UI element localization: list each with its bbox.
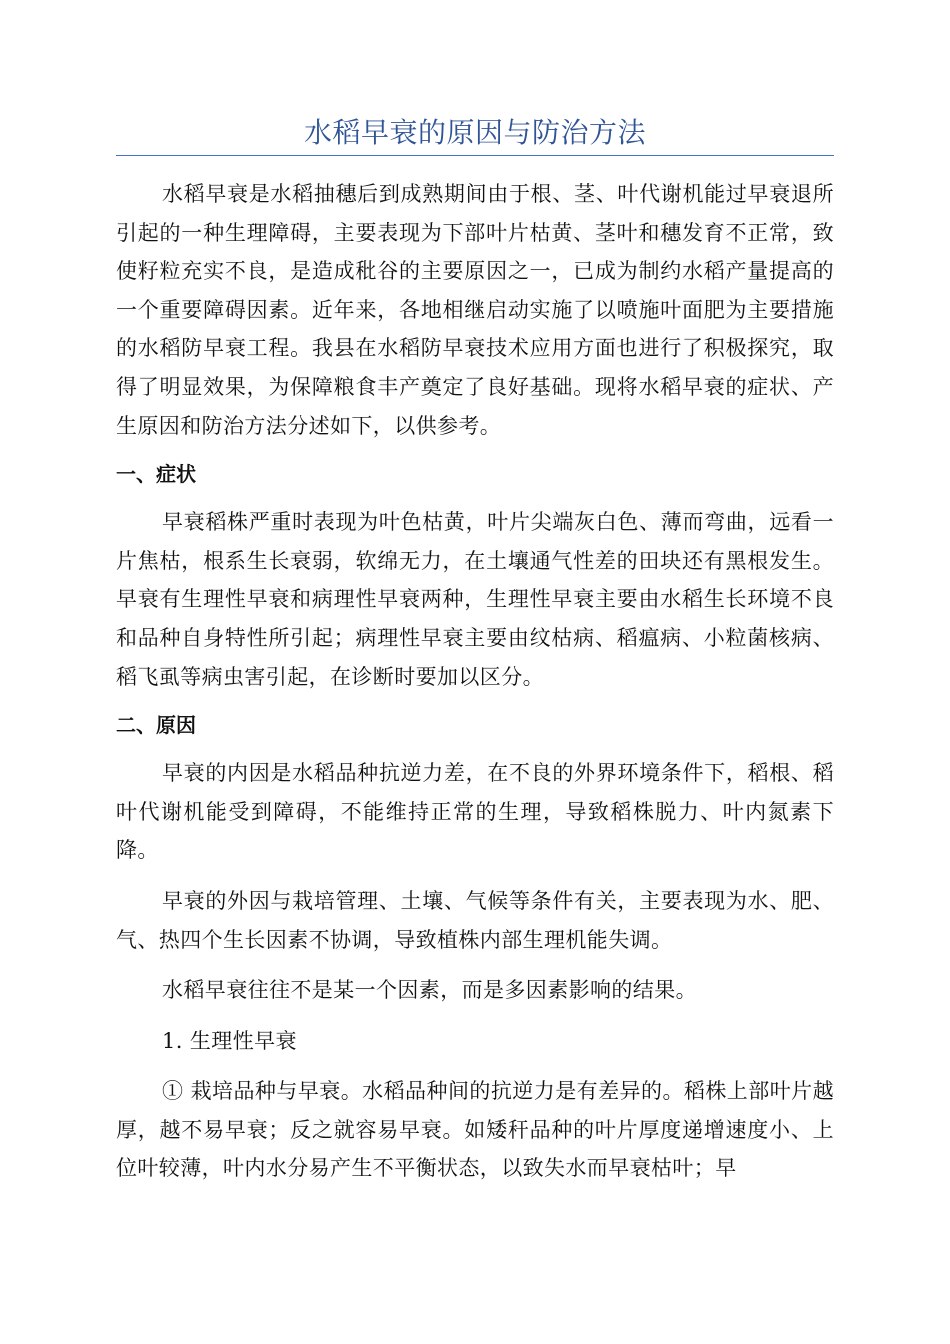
intro-paragraph: 水稻早衰是水稻抽穗后到成熟期间由于根、茎、叶代谢机能过早衰退所引起的一种生理障碍，主要表现为下部叶片枯黄、茎叶和穗发育不正常，致使籽粒充实不良，是造成秕谷的主要原因之一，已成为制约水稻产量提高的一个重要障碍因素。近年来，各地相继启动实施了以喷施叶面肥为主要措施的水稻防早衰工程。我县在水稻防早衰技术应用方面也进行了积极探究，取得了明显效果，为保障粮食丰产奠定了良好基础。现将水稻早衰的症状、产生原因和防治方法分述如下，以供参考。 [116, 182, 834, 438]
symptoms-paragraph: 早衰稻株严重时表现为叶色枯黄，叶片尖端灰白色、薄而弯曲，远看一片焦枯，根系生长衰弱，软绵无力，在土壤通气性差的田块还有黑根发生。早衰有生理性早衰和病理性早衰两种，生理性早衰主要由水稻生长环境不良和品种自身特性所引起；病理性早衰主要由纹枯病、稻瘟病、小粒菌核病、稻飞虱等病虫害引起，在诊断时要加以区分。 [116, 510, 834, 689]
title-underline [116, 155, 834, 156]
section-heading-causes: 二、原因 [116, 713, 196, 738]
causes-paragraph-multifactor: 水稻早衰往往不是某一个因素，而是多因素影响的结果。 [162, 978, 697, 1003]
causes-paragraph-external: 早衰的外因与栽培管理、土壤、气候等条件有关，主要表现为水、肥、气、热四个生长因素不协调，导致植株内部生理机能失调。 [116, 888, 834, 952]
document-body [116, 175, 834, 1188]
item-paragraph-variety: ① 栽培品种与早衰。水稻品种间的抗逆力是有差异的。稻株上部叶片越厚，越不易早衰；反之就容易早衰。如矮秆品种的叶片厚度递增速度小、上位叶较薄，叶内水分易产生不平衡状态，以致失水而早衰枯叶；早 [116, 1079, 834, 1181]
document-title: 水稻早衰的原因与防治方法 [303, 116, 646, 149]
causes-paragraph-internal: 早衰的内因是水稻品种抗逆力差，在不良的外界环境条件下，稻根、稻叶代谢机能受到障碍，不能维持正常的生理，导致稻株脱力、叶内氮素下降。 [116, 761, 834, 863]
subheading-physiological: 1. 生理性早衰 [162, 1028, 297, 1053]
section-heading-symptoms: 一、症状 [116, 462, 196, 487]
